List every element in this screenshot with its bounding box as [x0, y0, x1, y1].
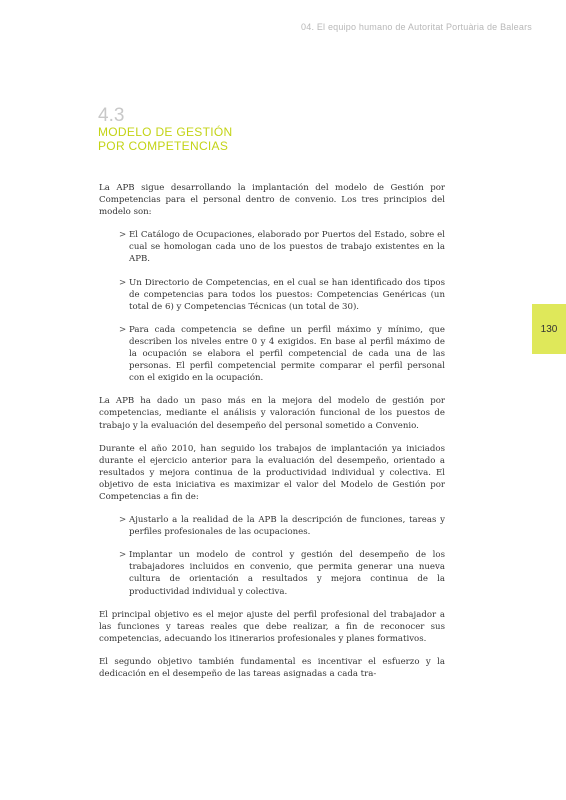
list-item: [119, 277, 445, 313]
bullet-icon: >: [119, 550, 127, 561]
list-item: [119, 549, 445, 597]
bullet-icon: >: [119, 230, 127, 241]
body-text: [99, 182, 445, 691]
list-item: [119, 229, 445, 265]
list-item-text: Un Directorio de Competencias, en el cual se han identificado dos tipos de competencias para todos los puestos: Competencias Genéricas (un total de 6) y Competencias Técnicas (un total de 30).: [129, 277, 445, 312]
section-title: MODELO DE GESTIÓN POR COMPETENCIAS: [98, 125, 233, 153]
page-number: 130: [540, 323, 558, 335]
section-number: 4.3: [98, 105, 125, 126]
objectives-list: [99, 514, 445, 598]
list-item: [119, 514, 445, 538]
list-item-text: Para cada competencia se define un perfil máximo y mínimo, que describen los niveles entre 0 y 4 exigidos. En base al perfil máximo de la ocupación se elabora el perfil competencial de cada una de las personas. El perfil competencial permite comparar el perfil personal con el exigido en la ocupación.: [129, 324, 445, 384]
paragraph: La APB ha dado un paso más en la mejora del modelo de gestión por competencias, mediante el análisis y valoración funcional de los puestos de trabajo y la evaluación del desempeño del personal sometido a Convenio.: [99, 396, 445, 431]
list-item-text: Ajustarlo a la realidad de la APB la descripción de funciones, tareas y perfiles profesionales de las ocupaciones.: [129, 515, 445, 538]
list-item-text: Implantar un modelo de control y gestión del desempeño de los trabajadores incluidos en convenio, que permita generar una nueva cultura de orientación a resultados y mejora continua de la productividad individual y colectiva.: [129, 550, 445, 597]
bullet-icon: >: [119, 515, 127, 526]
list-item-text: El Catálogo de Ocupaciones, elaborado por Puertos del Estado, sobre el cual se homologan cada uno de los puestos de trabajo existentes en la APB.: [129, 230, 445, 265]
paragraph: El principal objetivo es el mejor ajuste del perfil profesional del trabajador a las funciones y tareas reales que debe realizar, a fin de reconocer sus competencias, adecuando los itinerarios profesionales y planes formativos.: [99, 609, 445, 644]
paragraph: El segundo objetivo también fundamental es incentivar el esfuerzo y la dedicación en el desempeño de las tareas asignadas a cada tra-: [99, 656, 445, 679]
principles-list: [99, 229, 445, 384]
page-number-tab: [532, 304, 566, 354]
list-item: [119, 324, 445, 384]
bullet-icon: >: [119, 324, 127, 335]
paragraph: Durante el año 2010, han seguido los trabajos de implantación ya iniciados durante el ejercicio anterior para la evaluación del desempeño, orientado a resultados y mejora continua de la productividad individual y colectiva. El objetivo de esta iniciativa es maximizar el valor del Modelo de Gestión por Competencias a fin de:: [99, 443, 445, 502]
bullet-icon: >: [119, 277, 127, 288]
paragraph: La APB sigue desarrollando la implantación del modelo de Gestión por Competencias para el personal dentro de convenio. Los tres principios del modelo son:: [99, 183, 445, 218]
running-header: 04. El equipo humano de Autoritat Portuària de Balears: [301, 22, 532, 32]
